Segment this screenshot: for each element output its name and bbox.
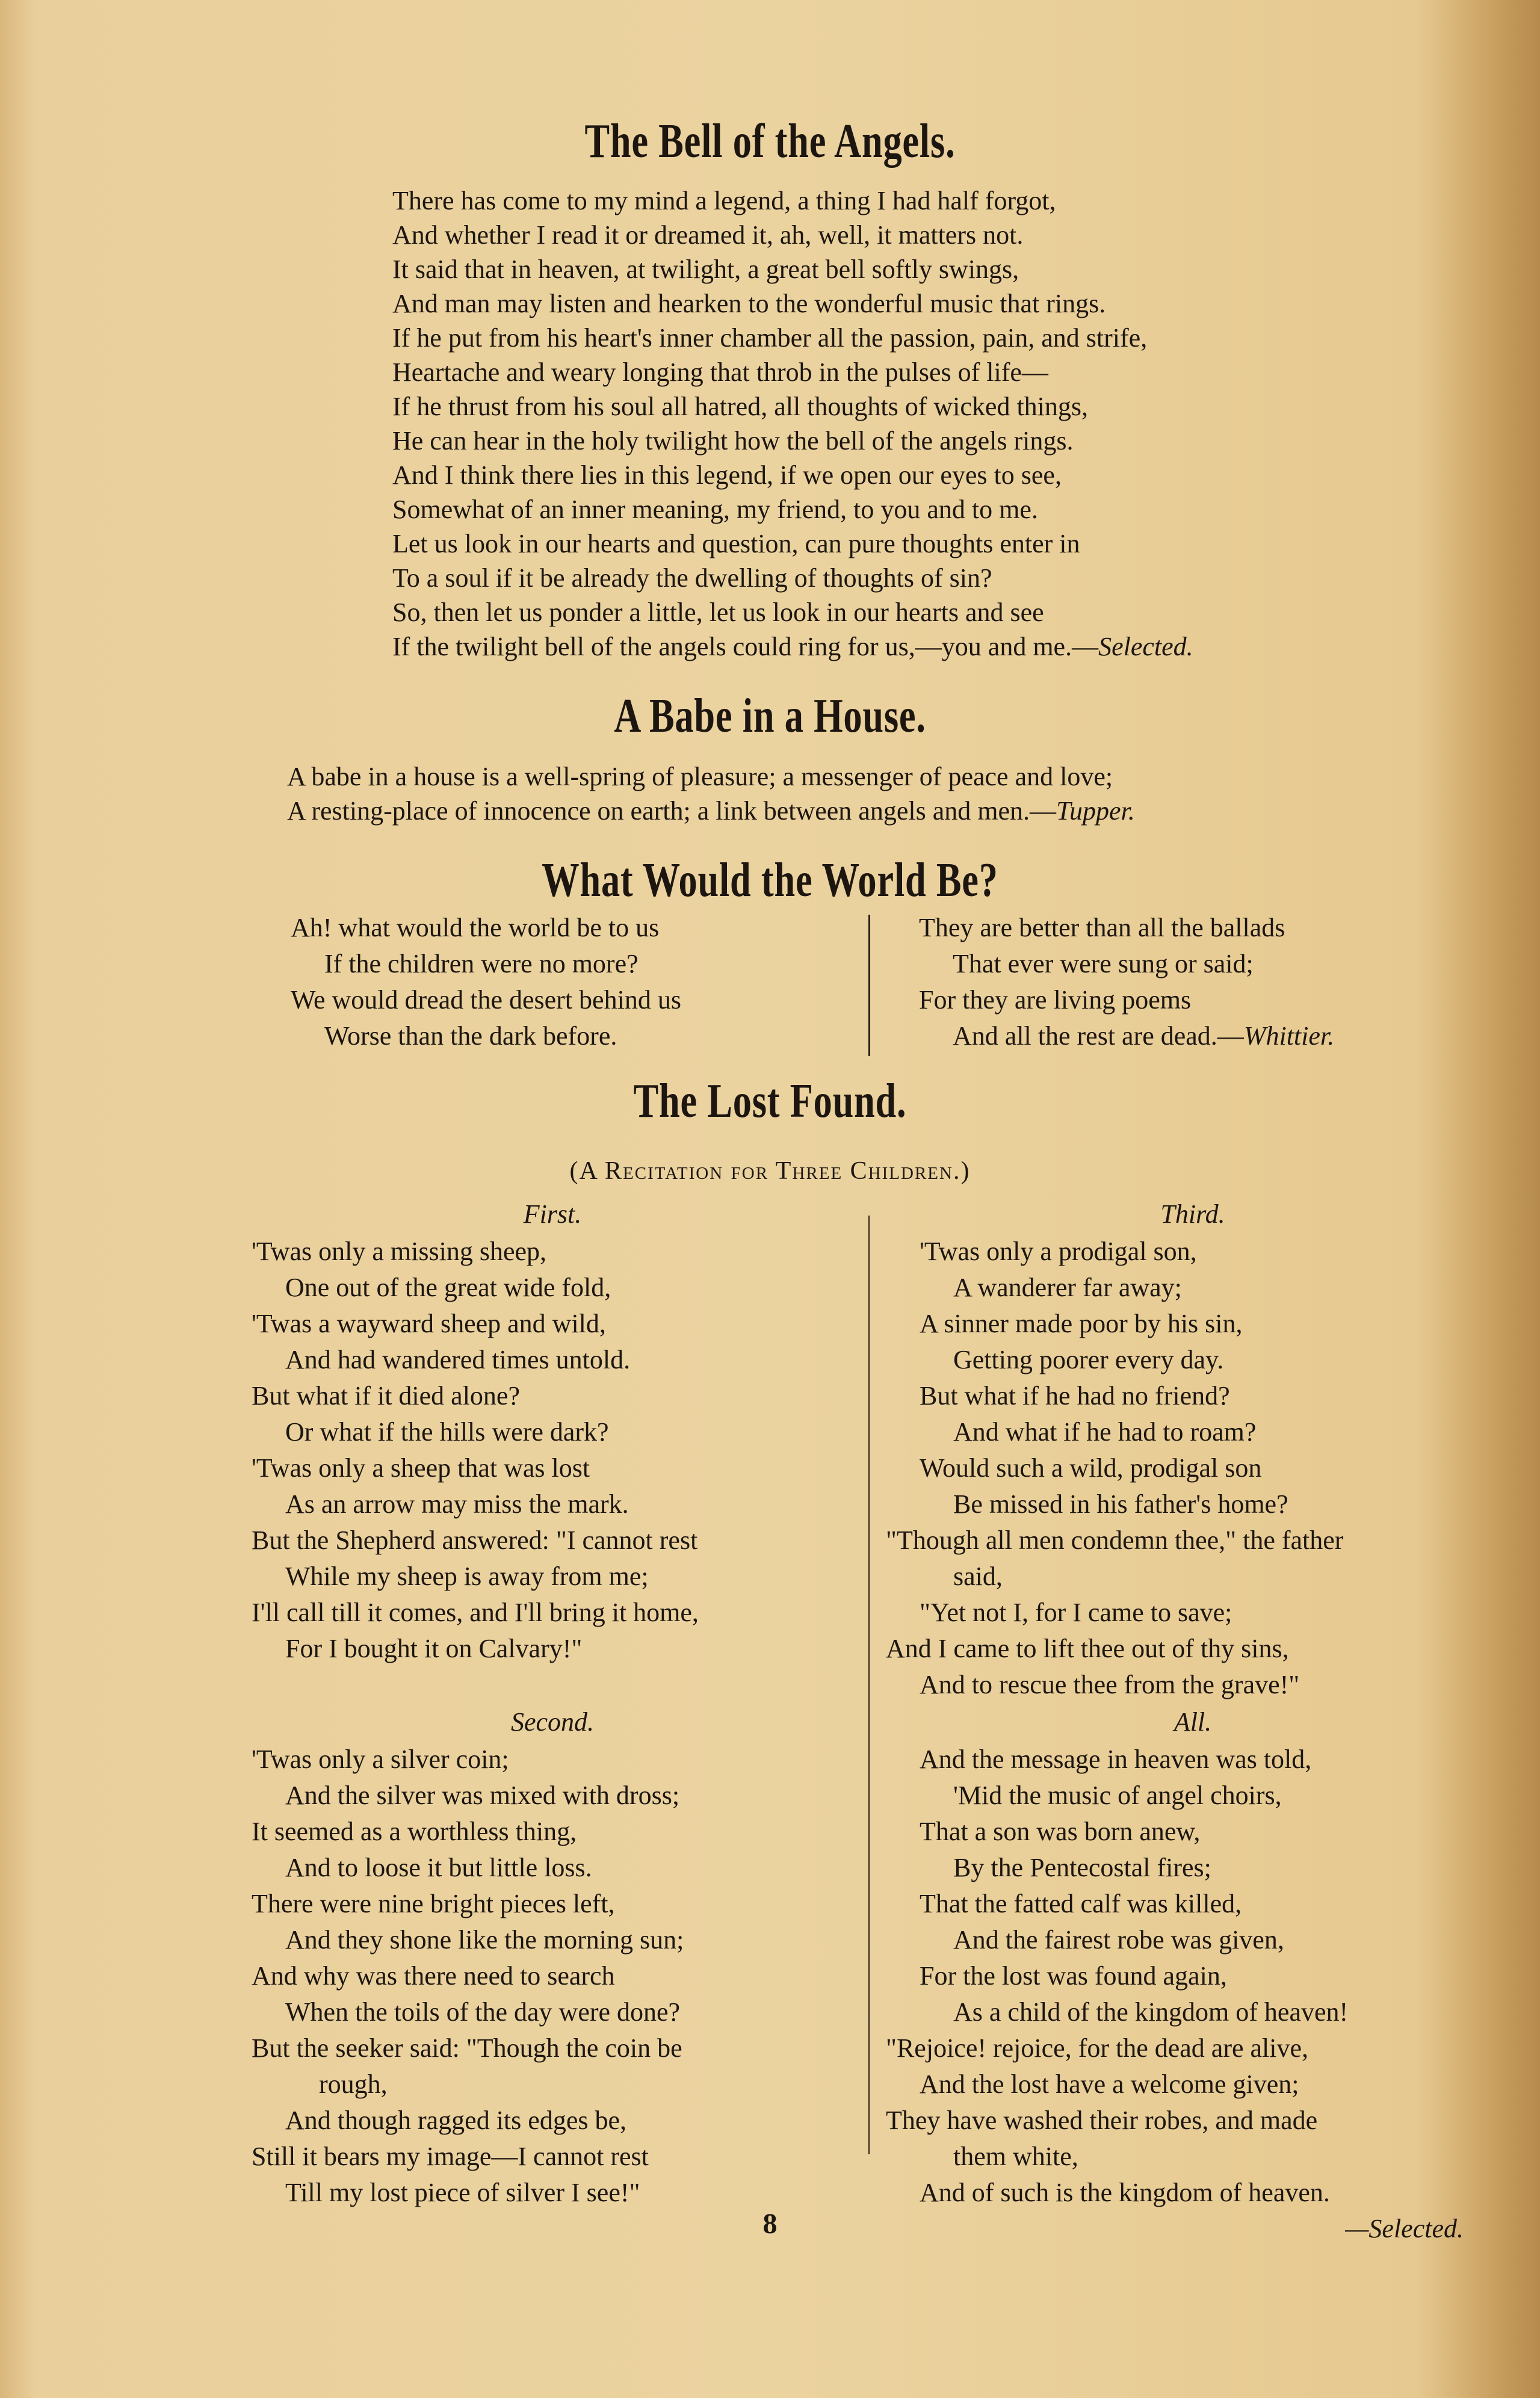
poem-line xyxy=(252,1450,853,1486)
line-text: Heartache and weary longing that throb in the pulses of life— xyxy=(392,357,1048,387)
subtitle-recitation: (A Recitation for Three Children.) xyxy=(569,1157,971,1185)
poem-line xyxy=(886,1631,1500,1667)
poem-line xyxy=(287,759,1135,794)
poem-line xyxy=(886,1378,1500,1414)
poem-line xyxy=(886,1667,1500,1703)
line-text: I'll call till it comes, and I'll bring it home, xyxy=(252,1598,699,1627)
line-text: There has come to my mind a legend, a thing I had half forgot, xyxy=(392,186,1056,215)
poem-line xyxy=(252,1306,853,1342)
line-text: Till my lost piece of silver I see!" xyxy=(285,2178,640,2207)
line-text: For they are living poems xyxy=(919,985,1192,1015)
line-text: 'Twas only a sheep that was lost xyxy=(252,1453,590,1483)
line-text: 'Mid the music of angel choirs, xyxy=(953,1781,1282,1810)
line-text: And of such is the kingdom of heaven. xyxy=(920,2178,1330,2207)
line-text: While my sheep is away from me; xyxy=(285,1562,649,1591)
line-text: And why was there need to search xyxy=(252,1961,615,1991)
line-text: As an arrow may miss the mark. xyxy=(285,1489,629,1519)
line-text: A wanderer far away; xyxy=(953,1273,1182,1302)
line-text: Somewhat of an inner meaning, my friend, to you and to me. xyxy=(392,495,1038,524)
poem-line xyxy=(392,595,1193,629)
line-text: If the children were no more? xyxy=(324,949,639,978)
line-text: And I think there lies in this legend, if we open our eyes to see, xyxy=(392,460,1062,490)
attribution: Whittier. xyxy=(1243,1021,1335,1051)
poem-line xyxy=(252,1814,853,1850)
poem-line xyxy=(886,1886,1500,1922)
poem-line xyxy=(252,1922,853,1958)
poem-line xyxy=(886,2066,1500,2103)
line-text: We would dread the desert behind us xyxy=(291,985,681,1015)
poem-line xyxy=(291,1018,681,1054)
line-text: But what if he had no friend? xyxy=(920,1381,1230,1411)
column-divider-lost xyxy=(868,1216,870,2154)
line-text: It seemed as a worthless thing, xyxy=(252,1817,577,1846)
line-text: For I bought it on Calvary!" xyxy=(285,1634,583,1663)
poem-line xyxy=(252,1994,853,2030)
poem-line xyxy=(392,321,1193,355)
column-divider xyxy=(868,915,870,1056)
poem-line xyxy=(886,1994,1500,2030)
attribution: Tupper. xyxy=(1056,796,1135,826)
poem-line xyxy=(886,1958,1500,1994)
line-text: And whether I read it or dreamed it, ah, well, it matters not. xyxy=(392,220,1024,250)
section-heading-first: First. xyxy=(523,1199,582,1229)
line-text: Be missed in his father's home? xyxy=(953,1489,1288,1519)
line-text: A resting-place of innocence on earth; a link between angels and men.— xyxy=(287,796,1056,826)
line-text: "Though all men condemn thee," the father xyxy=(886,1525,1344,1555)
poem-line xyxy=(392,252,1193,286)
line-text: And to loose it but little loss. xyxy=(285,1853,592,1882)
line-text: He can hear in the holy twilight how the bell of the angels rings. xyxy=(392,426,1074,456)
poem-line xyxy=(252,1378,853,1414)
poem-line xyxy=(919,982,1334,1018)
poem-line xyxy=(886,1486,1500,1522)
poem-line xyxy=(886,1741,1500,1778)
poem-line xyxy=(392,424,1193,458)
line-text: And the fairest robe was given, xyxy=(953,1925,1284,1955)
line-text: For the lost was found again, xyxy=(920,1961,1227,1991)
line-text: Would such a wild, prodigal son xyxy=(920,1453,1262,1483)
poem-line xyxy=(886,1850,1500,1886)
line-text: Getting poorer every day. xyxy=(953,1345,1224,1374)
poem-bell-of-the-angels xyxy=(392,184,1193,664)
line-text: That the fatted calf was killed, xyxy=(920,1889,1242,1918)
attribution: —Selected. xyxy=(1345,2214,1464,2243)
line-text: 'Twas only a silver coin; xyxy=(252,1744,509,1774)
line-text: But the seeker said: "Though the coin be xyxy=(252,2033,682,2063)
line-text: And the message in heaven was told, xyxy=(920,1744,1312,1774)
poem-line xyxy=(252,1414,853,1450)
line-text: If the twilight bell of the angels could ring for us,—you and me.— xyxy=(392,632,1099,661)
title-the-lost-found: The Lost Found. xyxy=(633,1075,907,1128)
line-text: To a soul if it be already the dwelling of thoughts of sin? xyxy=(392,563,992,593)
poem-line xyxy=(886,2103,1500,2139)
line-text: Let us look in our hearts and question, can pure thoughts enter in xyxy=(392,529,1080,558)
line-text: It said that in heaven, at twilight, a great bell softly swings, xyxy=(392,255,1019,284)
line-text: Worse than the dark before. xyxy=(324,1021,617,1051)
line-text: One out of the great wide fold, xyxy=(285,1273,611,1302)
line-text: That ever were sung or said; xyxy=(953,949,1254,978)
poem-line xyxy=(886,1814,1500,1850)
poem-line xyxy=(392,286,1193,321)
poem-world-right-column xyxy=(919,910,1334,1054)
line-text: them white, xyxy=(953,2142,1078,2171)
poem-line xyxy=(886,1414,1500,1450)
poem-line xyxy=(886,1922,1500,1958)
poem-line xyxy=(252,1486,853,1522)
line-text: And man may listen and hearken to the wonderful music that rings. xyxy=(392,289,1106,318)
poem-line xyxy=(392,629,1193,664)
poem-line xyxy=(252,1958,853,1994)
line-text: And though ragged its edges be, xyxy=(285,2106,626,2135)
poem-line xyxy=(252,1522,853,1559)
line-text: But what if it died alone? xyxy=(252,1381,520,1411)
poem-line xyxy=(252,1234,853,1270)
poem-lost-left-column xyxy=(252,1195,853,2211)
section-heading-all: All. xyxy=(1174,1707,1212,1737)
line-text: That a son was born anew, xyxy=(920,1817,1201,1846)
poem-line xyxy=(252,1778,853,1814)
line-text: "Rejoice! rejoice, for the dead are alive, xyxy=(886,2033,1309,2063)
line-text: A sinner made poor by his sin, xyxy=(920,1309,1243,1338)
poem-world-left-column xyxy=(291,910,681,1054)
poem-line xyxy=(919,910,1334,946)
poem-line xyxy=(392,492,1193,527)
poem-line xyxy=(392,561,1193,595)
poem-line xyxy=(886,1450,1500,1486)
poem-line xyxy=(392,527,1193,561)
title-babe-in-a-house: A Babe in a House. xyxy=(614,690,926,743)
poem-line xyxy=(919,946,1334,982)
poem-line xyxy=(291,910,681,946)
line-text: If he thrust from his soul all hatred, all thoughts of wicked things, xyxy=(392,392,1089,421)
poem-line xyxy=(919,1018,1334,1054)
line-text: As a child of the kingdom of heaven! xyxy=(953,1997,1349,2027)
poem-line xyxy=(252,1595,853,1631)
line-text: By the Pentecostal fires; xyxy=(953,1853,1211,1882)
line-text: Ah! what would the world be to us xyxy=(291,913,660,942)
poem-line xyxy=(252,1631,853,1667)
section-heading-third: Third. xyxy=(1160,1199,1225,1229)
line-text: And they shone like the morning sun; xyxy=(285,1925,684,1955)
line-text: And the silver was mixed with dross; xyxy=(285,1781,680,1810)
poem-line xyxy=(287,794,1135,828)
line-text: A babe in a house is a well-spring of pleasure; a messenger of peace and love; xyxy=(287,762,1113,791)
title-what-would-the-world-be: What Would the World Be? xyxy=(542,854,998,907)
poem-line xyxy=(252,1850,853,1886)
poem-line xyxy=(886,1342,1500,1378)
poem-line xyxy=(886,1234,1500,1270)
line-text: rough, xyxy=(319,2069,388,2099)
poem-line xyxy=(252,1559,853,1595)
line-text: And had wandered times untold. xyxy=(285,1345,631,1374)
line-text: "Yet not I, for I came to save; xyxy=(920,1598,1232,1627)
line-text: If he put from his heart's inner chamber all the passion, pain, and strife, xyxy=(392,323,1148,353)
line-text: They are better than all the ballads xyxy=(919,913,1285,942)
line-text: 'Twas only a prodigal son, xyxy=(920,1237,1197,1266)
poem-line xyxy=(886,2030,1500,2066)
poem-line xyxy=(392,218,1193,252)
spacer xyxy=(252,1667,853,1703)
poem-line xyxy=(252,1886,853,1922)
section-heading-second: Second. xyxy=(510,1707,595,1737)
poem-line xyxy=(252,1741,853,1778)
line-text: And I came to lift thee out of thy sins, xyxy=(886,1634,1289,1663)
line-text: And all the rest are dead.— xyxy=(953,1021,1244,1051)
line-text: And to rescue thee from the grave!" xyxy=(920,1670,1300,1699)
line-text: 'Twas a wayward sheep and wild, xyxy=(252,1309,606,1338)
poem-lost-right-column xyxy=(886,1195,1500,2247)
line-text: Or what if the hills were dark? xyxy=(285,1417,609,1447)
poem-line xyxy=(392,355,1193,389)
line-text: Still it bears my image—I cannot rest xyxy=(252,2142,649,2171)
poem-line xyxy=(252,2030,853,2066)
poem-line xyxy=(252,2175,853,2211)
poem-line xyxy=(291,946,681,982)
page-number: 8 xyxy=(762,2208,778,2240)
line-text: said, xyxy=(953,1562,1003,1591)
poem-line xyxy=(291,982,681,1018)
poem-line xyxy=(886,1522,1500,1559)
poem-line xyxy=(252,1270,853,1306)
line-text: When the toils of the day were done? xyxy=(285,1997,681,2027)
poem-line xyxy=(392,389,1193,424)
line-text: So, then let us ponder a little, let us look in our hearts and see xyxy=(392,598,1044,627)
poem-line xyxy=(252,1342,853,1378)
poem-line xyxy=(886,1270,1500,1306)
line-text: And the lost have a welcome given; xyxy=(920,2069,1299,2099)
line-text: There were nine bright pieces left, xyxy=(252,1889,615,1918)
line-text: But the Shepherd answered: "I cannot rest xyxy=(252,1525,698,1555)
prose-babe-in-a-house xyxy=(287,759,1135,828)
title-bell-of-the-angels: The Bell of the Angels. xyxy=(584,115,956,168)
poem-line xyxy=(392,184,1193,218)
line-text: 'Twas only a missing sheep, xyxy=(252,1237,547,1266)
poem-line xyxy=(886,2175,1500,2211)
poem-line xyxy=(886,1778,1500,1814)
poem-line xyxy=(886,2139,1500,2175)
line-text: They have washed their robes, and made xyxy=(886,2106,1318,2135)
poem-line xyxy=(252,2139,853,2175)
poem-line xyxy=(886,1306,1500,1342)
poem-line xyxy=(252,2103,853,2139)
poem-line xyxy=(252,2066,853,2103)
line-text: And what if he had to roam? xyxy=(953,1417,1257,1447)
poem-line xyxy=(392,458,1193,492)
poem-line xyxy=(886,1595,1500,1631)
attribution: Selected. xyxy=(1098,632,1193,661)
poem-line xyxy=(886,1559,1500,1595)
